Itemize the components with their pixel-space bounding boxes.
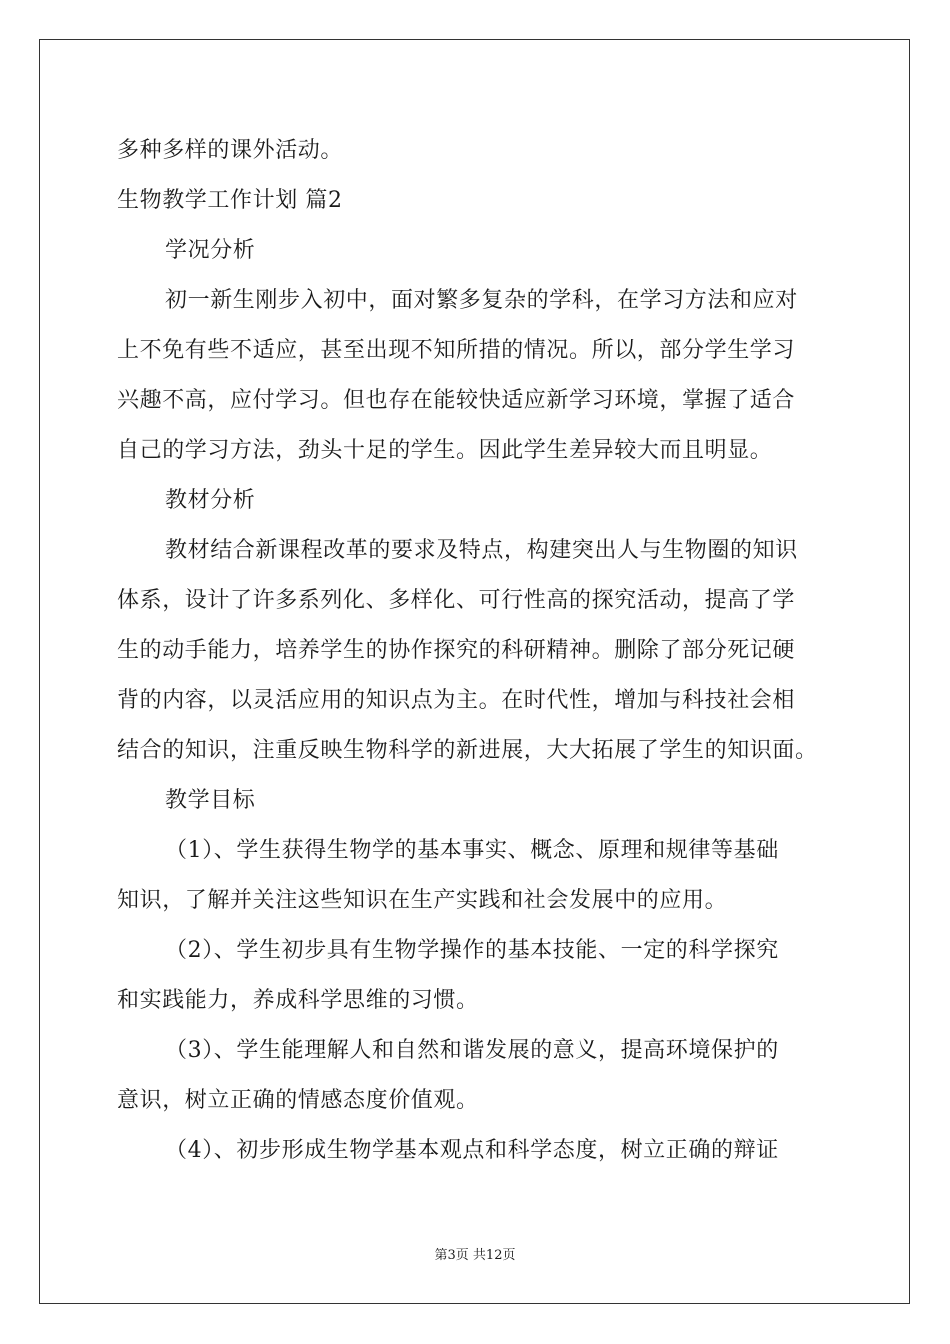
paragraph-line: 意识，树立正确的情感态度价值观。 — [117, 1088, 479, 1113]
section-heading: 生物教学工作计划 篇2 — [117, 188, 343, 213]
paragraph-line: （4）、初步形成生物学基本观点和科学态度，树立正确的辩证 — [165, 1138, 779, 1163]
paragraph-line: 多种多样的课外活动。 — [117, 138, 344, 163]
paragraph-line: 和实践能力，养成科学思维的习惯。 — [117, 988, 479, 1013]
paragraph-line: 自己的学习方法，劲头十足的学生。因此学生差异较大而且明显。 — [117, 438, 773, 463]
paragraph-line: 体系，设计了许多系列化、多样化、可行性高的探究活动，提高了学 — [117, 588, 796, 613]
subheading-goals: 教学目标 — [165, 788, 256, 813]
subheading-situation: 学况分析 — [165, 238, 256, 263]
paragraph-line: 初一新生刚步入初中，面对繁多复杂的学科，在学习方法和应对 — [165, 288, 798, 313]
paragraph-line: （2）、学生初步具有生物学操作的基本技能、一定的科学探究 — [165, 938, 779, 963]
paragraph-line: （1）、学生获得生物学的基本事实、概念、原理和规律等基础 — [165, 838, 779, 863]
paragraph-line: 教材结合新课程改革的要求及特点，构建突出人与生物圈的知识 — [165, 538, 798, 563]
subheading-textbook: 教材分析 — [165, 488, 256, 513]
paragraph-line: 知识，了解并关注这些知识在生产实践和社会发展中的应用。 — [117, 888, 728, 913]
paragraph-line: 结合的知识，注重反映生物科学的新进展，大大拓展了学生的知识面。 — [117, 738, 818, 763]
page-number: 第3页 共12页 — [434, 1248, 516, 1263]
paragraph-line: 背的内容，以灵活应用的知识点为主。在时代性，增加与科技社会相 — [117, 688, 796, 713]
paragraph-line: 上不免有些不适应，甚至出现不知所措的情况。所以，部分学生学习 — [117, 338, 796, 363]
paragraph-line: 生的动手能力，培养学生的协作探究的科研精神。删除了部分死记硬 — [117, 638, 796, 663]
paragraph-line: 兴趣不高，应付学习。但也存在能较快适应新学习环境，掌握了适合 — [117, 388, 796, 413]
paragraph-line: （3）、学生能理解人和自然和谐发展的意义，提高环境保护的 — [165, 1038, 779, 1063]
